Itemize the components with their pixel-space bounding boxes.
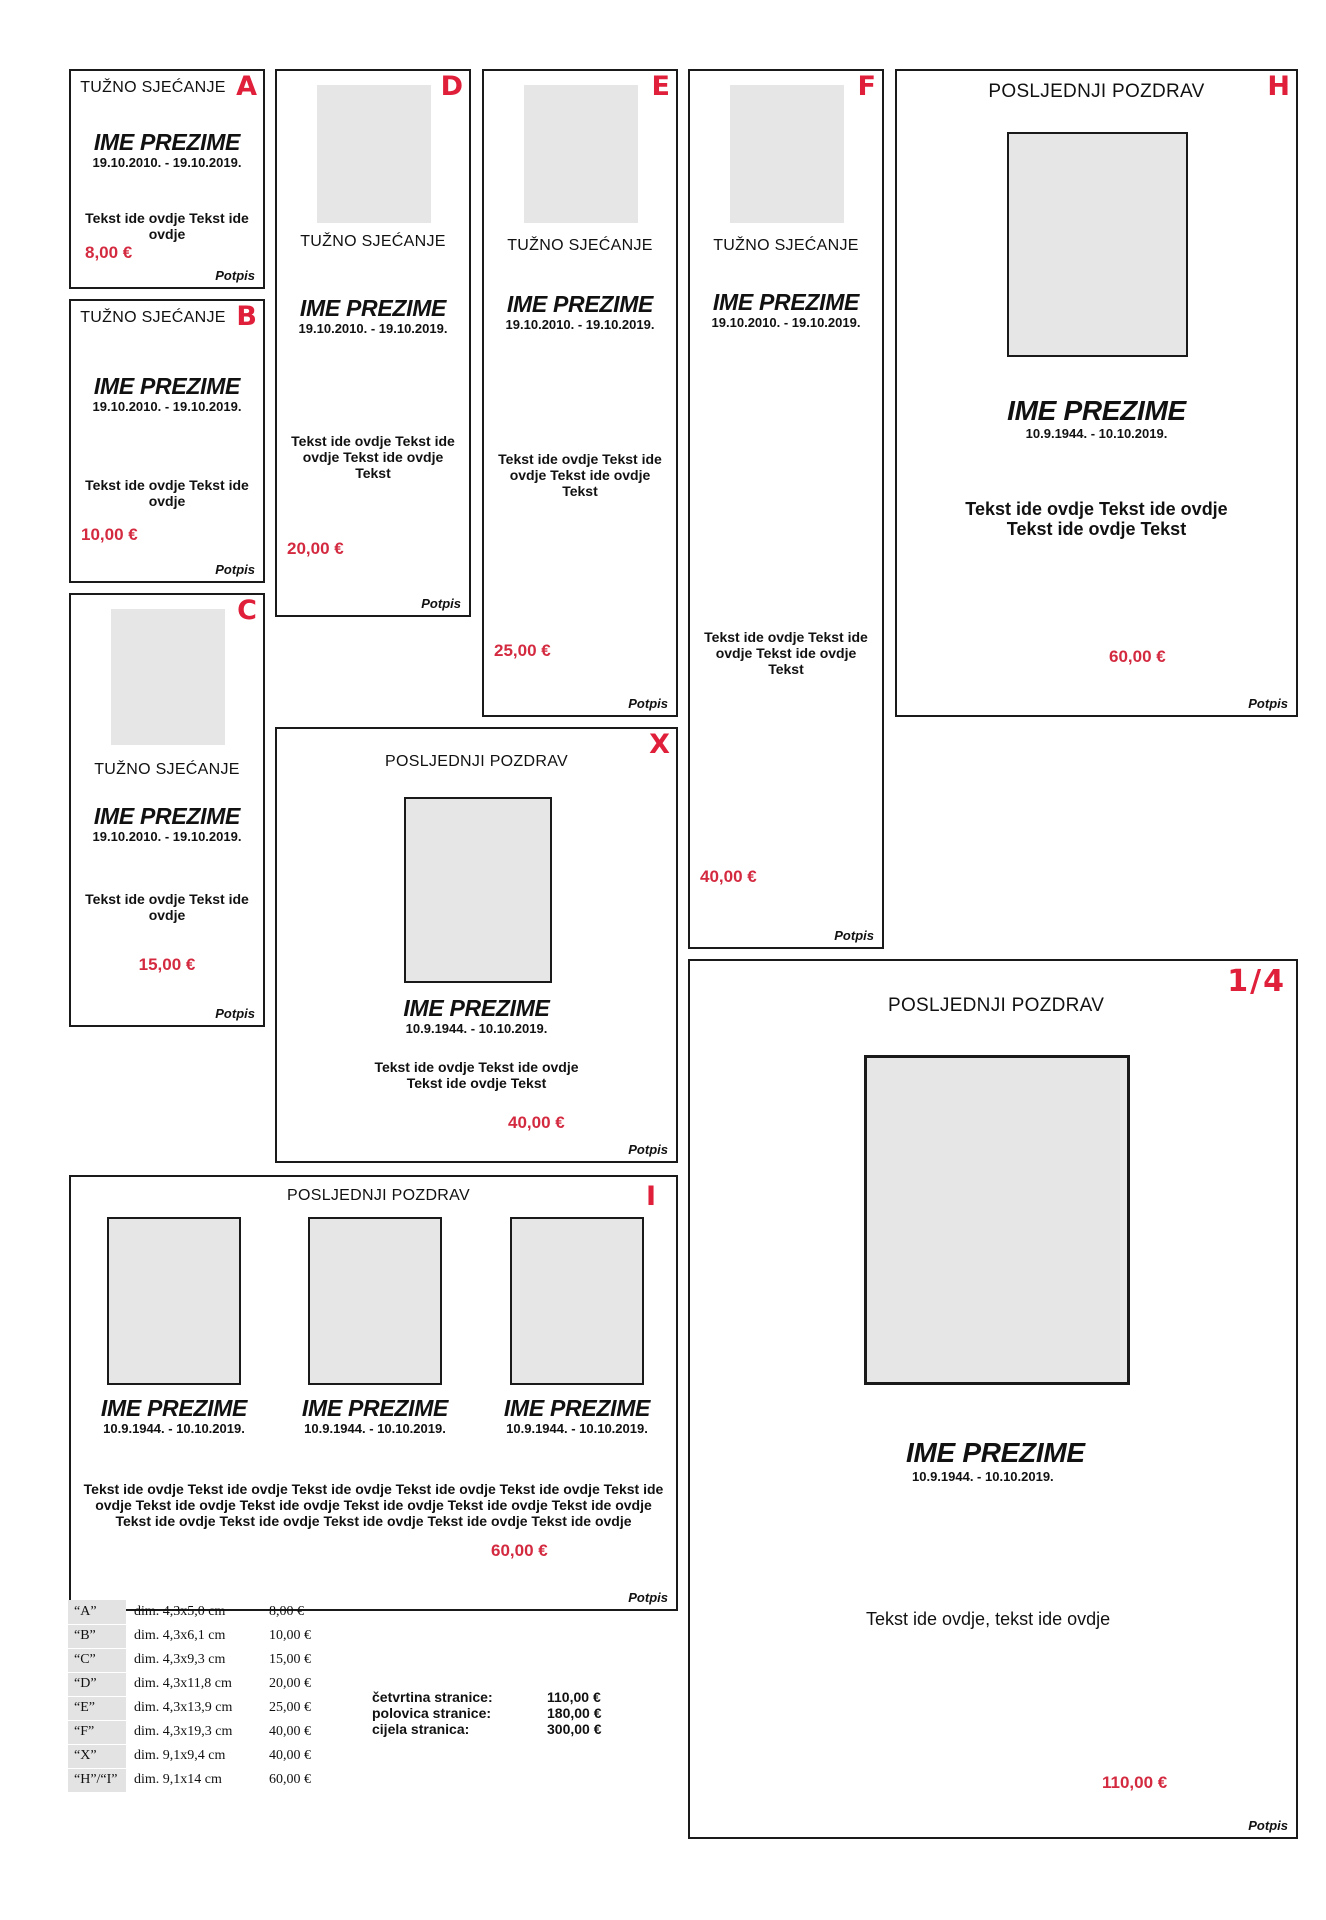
- ad-text: Tekst ide ovdje Tekst ide ovdje Tekst ide ovdje Tekst: [965, 499, 1228, 539]
- ad-text: Tekst ide ovdje Tekst ide ovdje: [85, 210, 249, 242]
- ad-text: Tekst ide ovdje Tekst ide ovdje Tekst ide ovdje Tekst: [704, 629, 868, 677]
- page-size-price: 300,00 €: [547, 1721, 602, 1737]
- page-price-list: [372, 1689, 602, 1737]
- ad-name: IME PREZIME: [93, 129, 241, 155]
- ad-x: [275, 727, 678, 1163]
- ad-h: [895, 69, 1298, 717]
- ad-heading: TUŽNO SJEĆANJE: [507, 237, 653, 254]
- price-table: [68, 1600, 329, 1793]
- ad-dates: 10.9.1944. - 10.10.2019.: [912, 1469, 1054, 1484]
- size-dimensions: dim. 4,3x13,9 cm: [134, 1700, 233, 1715]
- size-price: 40,00 €: [269, 1748, 311, 1763]
- ad-text: Tekst ide ovdje Tekst ide ovdje: [85, 477, 249, 509]
- ad-heading: TUŽNO SJEĆANJE: [80, 309, 226, 326]
- ad-heading: TUŽNO SJEĆANJE: [94, 761, 240, 778]
- ad-heading: POSLJEDNJI POZDRAV: [888, 995, 1105, 1016]
- ad-letter: E: [651, 71, 670, 102]
- ad-name: IME PREZIME: [1007, 395, 1186, 426]
- ad-text: Tekst ide ovdje Tekst ide ovdje: [85, 891, 249, 923]
- table-row: [68, 1600, 329, 1624]
- size-dimensions: dim. 4,3x6,1 cm: [134, 1628, 226, 1643]
- ad-name: IME PREZIME: [712, 289, 860, 315]
- size-price: 10,00 €: [269, 1628, 311, 1643]
- ad-name: IME PREZIME: [93, 803, 241, 829]
- size-code: “B”: [68, 1624, 126, 1648]
- ad-text: Tekst ide ovdje Tekst ide ovdje Tekst ide ovdje Tekst: [374, 1059, 579, 1091]
- ad-price: 110,00 €: [1102, 1773, 1168, 1792]
- ad-price: 40,00 €: [700, 867, 757, 886]
- ad-heading: TUŽNO SJEĆANJE: [300, 233, 446, 250]
- list-item: [372, 1705, 602, 1721]
- table-row: [68, 1672, 329, 1696]
- ad-signature: Potpis: [628, 1142, 668, 1157]
- ad-name: IME PREZIME: [299, 295, 447, 321]
- size-price: 40,00 €: [269, 1724, 311, 1739]
- ad-letter: X: [649, 729, 670, 760]
- ad-signature: Potpis: [215, 268, 255, 283]
- size-price: 25,00 €: [269, 1700, 311, 1715]
- ad-c: [69, 593, 265, 1027]
- ad-letter: B: [236, 301, 257, 332]
- photo-placeholder: [317, 85, 431, 223]
- ad-quarter-page: [688, 959, 1298, 1839]
- size-code: “A”: [68, 1600, 126, 1624]
- person-name: IME PREZIME: [301, 1395, 449, 1421]
- size-code: “E”: [68, 1696, 126, 1720]
- size-dimensions: dim. 4,3x19,3 cm: [134, 1724, 233, 1739]
- size-dimensions: dim. 4,3x5,0 cm: [134, 1604, 226, 1619]
- ad-letter: D: [440, 71, 463, 102]
- size-price: 8,00 €: [269, 1604, 304, 1619]
- ad-i: [69, 1175, 678, 1611]
- table-row: [68, 1624, 329, 1648]
- ad-dates: 19.10.2010. - 19.10.2019.: [92, 399, 242, 414]
- table-row: [68, 1720, 329, 1744]
- ad-heading: POSLJEDNJI POZDRAV: [287, 1187, 470, 1204]
- ad-price: 60,00 €: [1109, 647, 1166, 666]
- ad-price: 15,00 €: [138, 955, 196, 974]
- ad-text: Tekst ide ovdje Tekst ide ovdje Tekst ide ovdje Tekst: [291, 433, 455, 481]
- person-dates: 10.9.1944. - 10.10.2019.: [304, 1421, 446, 1436]
- ad-signature: Potpis: [834, 928, 874, 943]
- person-name: IME PREZIME: [503, 1395, 651, 1421]
- ad-signature: Potpis: [215, 562, 255, 577]
- ad-dates: 10.9.1944. - 10.10.2019.: [405, 1021, 548, 1036]
- page-size-label: četvrtina stranice:: [372, 1689, 493, 1705]
- page-size-price: 110,00 €: [547, 1689, 601, 1705]
- ad-letter: A: [236, 71, 257, 102]
- ad-heading: TUŽNO SJEĆANJE: [80, 79, 226, 96]
- ad-name: IME PREZIME: [506, 291, 654, 317]
- ad-e: [482, 69, 678, 717]
- size-code: “F”: [68, 1720, 126, 1744]
- page-size-price: 180,00 €: [547, 1705, 602, 1721]
- table-row: [68, 1744, 329, 1768]
- size-code: “H”/“I”: [68, 1768, 126, 1792]
- page-size-label: cijela stranica:: [372, 1721, 470, 1737]
- list-item: [372, 1689, 602, 1705]
- ad-dates: 19.10.2010. - 19.10.2019.: [298, 321, 448, 336]
- ad-name: IME PREZIME: [93, 373, 241, 399]
- photo-placeholder: [510, 1217, 644, 1385]
- ad-signature: Potpis: [1248, 1818, 1288, 1833]
- ad-name: IME PREZIME: [906, 1437, 1085, 1468]
- ad-letter: C: [237, 595, 257, 626]
- size-price: 15,00 €: [269, 1652, 311, 1667]
- size-price: 60,00 €: [269, 1772, 311, 1787]
- ad-b: [69, 299, 265, 583]
- size-dimensions: dim. 4,3x11,8 cm: [134, 1676, 232, 1691]
- size-code: “D”: [68, 1672, 126, 1696]
- ad-letter: I: [645, 1181, 656, 1212]
- ad-signature: Potpis: [215, 1006, 255, 1021]
- ad-signature: Potpis: [628, 696, 668, 711]
- size-dimensions: dim. 4,3x9,3 cm: [134, 1652, 226, 1667]
- ad-letter: 1/4: [1227, 964, 1286, 999]
- size-dimensions: dim. 9,1x14 cm: [134, 1772, 222, 1787]
- ad-heading: POSLJEDNJI POZDRAV: [385, 753, 568, 770]
- photo-placeholder: [111, 609, 225, 745]
- ad-heading: TUŽNO SJEĆANJE: [713, 237, 859, 254]
- person-dates: 10.9.1944. - 10.10.2019.: [103, 1421, 245, 1436]
- size-price: 20,00 €: [269, 1676, 311, 1691]
- ad-letter: H: [1267, 71, 1290, 102]
- ad-dates: 19.10.2010. - 19.10.2019.: [92, 155, 242, 170]
- photo-placeholder: [107, 1217, 241, 1385]
- photo-placeholder: [404, 797, 552, 983]
- ad-dates: 10.9.1944. - 10.10.2019.: [1025, 426, 1168, 441]
- ad-dates: 19.10.2010. - 19.10.2019.: [92, 829, 242, 844]
- ad-a: [69, 69, 265, 289]
- ad-signature: Potpis: [1248, 696, 1288, 711]
- ad-price: 40,00 €: [508, 1113, 565, 1132]
- photo-placeholder: [864, 1055, 1130, 1385]
- ad-signature: Potpis: [421, 596, 461, 611]
- person-name: IME PREZIME: [100, 1395, 248, 1421]
- ad-dates: 19.10.2010. - 19.10.2019.: [505, 317, 655, 332]
- ad-price: 60,00 €: [491, 1541, 548, 1560]
- table-row: [68, 1768, 329, 1792]
- person-dates: 10.9.1944. - 10.10.2019.: [506, 1421, 648, 1436]
- table-row: [68, 1696, 329, 1720]
- size-code: “X”: [68, 1744, 126, 1768]
- table-row: [68, 1648, 329, 1672]
- ad-price: 8,00 €: [85, 243, 133, 262]
- ad-price: 20,00 €: [287, 539, 344, 558]
- photo-placeholder: [524, 85, 638, 223]
- ad-heading: POSLJEDNJI POZDRAV: [988, 81, 1205, 102]
- ad-dates: 19.10.2010. - 19.10.2019.: [711, 315, 861, 330]
- ad-text: Tekst ide ovdje, tekst ide ovdje: [866, 1609, 1111, 1629]
- ad-signature: Potpis: [628, 1590, 668, 1605]
- ad-name: IME PREZIME: [403, 995, 550, 1021]
- photo-placeholder: [1007, 132, 1188, 357]
- size-code: “C”: [68, 1648, 126, 1672]
- page-size-label: polovica stranice:: [372, 1705, 492, 1721]
- size-dimensions: dim. 9,1x9,4 cm: [134, 1748, 226, 1763]
- ad-price: 25,00 €: [494, 641, 551, 660]
- photo-placeholder: [308, 1217, 442, 1385]
- ad-d: [275, 69, 471, 617]
- list-item: [372, 1721, 602, 1737]
- ad-text: Tekst ide ovdje Tekst ide ovdje Tekst ide ovdje Tekst ide ovdje Tekst ide ovdje Tekst ide ovdje Tekst ide ovdje Tekst ide ovdje Tekst ide ovdje Tekst ide ovdje Tekst ide ovdje Tekst ide ovdje Tekst ide ovdje Tekst ide ovdje Tekst ide ovdje Tekst ide ovdje: [83, 1481, 664, 1529]
- ad-text: Tekst ide ovdje Tekst ide ovdje Tekst ide ovdje Tekst: [498, 451, 662, 499]
- ad-price: 10,00 €: [81, 525, 138, 544]
- ad-f: [688, 69, 884, 949]
- photo-placeholder: [730, 85, 844, 223]
- ad-letter: F: [857, 71, 876, 102]
